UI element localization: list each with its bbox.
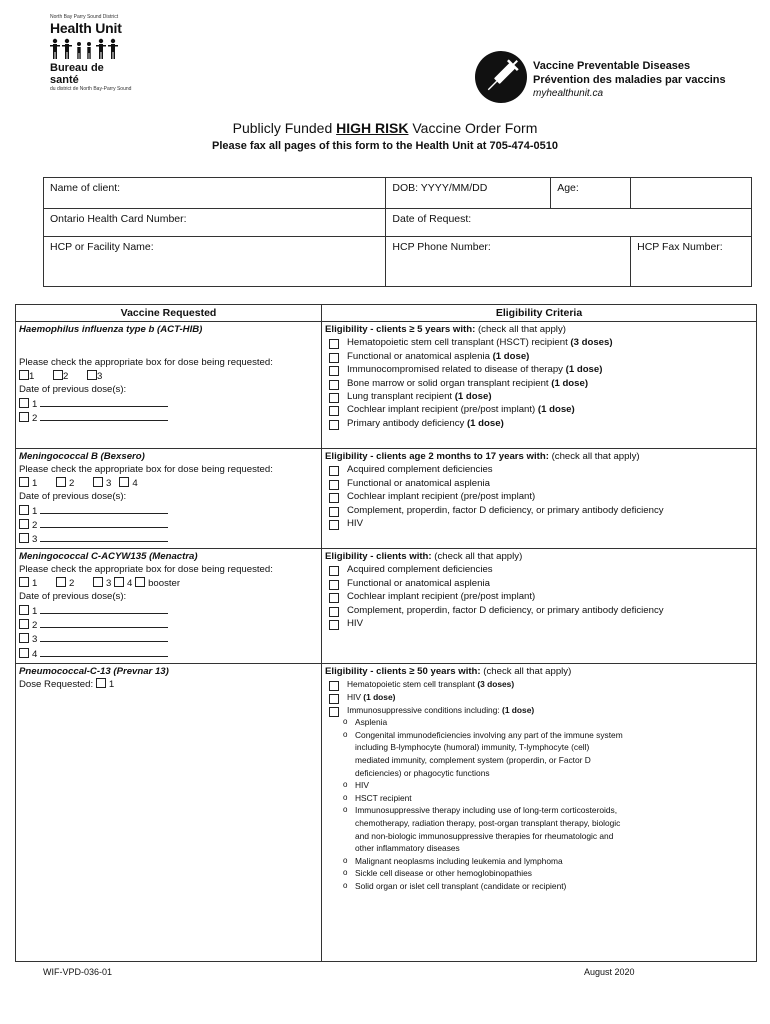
criteria-cell-pneu	[322, 664, 757, 962]
criterion-text: Cochlear implant recipient (pre/post implant)	[347, 404, 538, 416]
table-row	[16, 449, 757, 549]
criterion-dose: (1 dose)	[537, 404, 575, 416]
criterion	[325, 463, 753, 476]
eligibility-head: Eligibility - clients with:	[325, 551, 432, 562]
dose-label: 2	[69, 477, 75, 489]
dose-checkbox[interactable]	[96, 678, 106, 688]
dose-prompt: Please check the appropriate box for dose being requested:	[19, 357, 273, 369]
date-line[interactable]	[40, 618, 168, 628]
criterion-dose: (3 doses)	[570, 337, 613, 349]
dose-label: 1	[32, 477, 38, 489]
criterion-checkbox[interactable]	[329, 707, 339, 717]
criterion-text: Immunosuppressive conditions including:	[347, 704, 503, 715]
eligibility-heading	[325, 323, 753, 336]
criterion	[325, 590, 753, 603]
dob-field[interactable]: DOB: YYYY/MM/DD	[386, 178, 551, 209]
criterion-text: Hematopoietic stem cell transplant (HSCT) recipient	[347, 337, 571, 349]
date-line[interactable]	[40, 411, 168, 421]
criterion-text: Complement, properdin, factor D deficiency, or primary antibody deficiency	[347, 504, 664, 516]
fax-instruction: Please fax all pages of this form to the Health Unit at 705-474-0510	[211, 140, 558, 152]
table-row	[16, 664, 757, 962]
prev-dose-label: Date of previous dose(s):	[19, 491, 127, 503]
booster-checkbox[interactable]	[135, 577, 145, 587]
sub-criterion-continued: deficiencies) or phagocytic functions	[355, 767, 490, 778]
table-row	[16, 549, 757, 664]
criterion-dose: (1 dose)	[466, 417, 504, 429]
dose-options	[19, 477, 318, 490]
criterion-text: Primary antibody deficiency	[347, 417, 467, 429]
criterion	[325, 704, 753, 717]
criterion-checkbox[interactable]	[329, 339, 339, 349]
dose-label: 2	[63, 370, 69, 382]
logo-tagline-fr: du district de North Bay-Parry Sound	[50, 86, 132, 92]
sub-criterion-continued: and non-biologic immunosuppressive therapies for rheumatologic and	[355, 830, 614, 841]
prev-dose-number: 2	[32, 620, 38, 632]
table-row	[16, 322, 757, 449]
criterion-dose: (1 dose)	[363, 692, 396, 702]
program-name-fr: Prévention des maladies par vaccins	[533, 74, 726, 86]
criterion-checkbox[interactable]	[329, 366, 339, 376]
eligibility-note: (check all that apply)	[475, 324, 566, 335]
dose-label: 1	[108, 679, 115, 691]
hcp-phone-field[interactable]: HCP Phone Number:	[386, 237, 631, 287]
criteria-column-header: Eligibility Criteria	[322, 305, 757, 322]
criterion	[325, 678, 753, 691]
eligibility-heading	[325, 665, 753, 678]
logo-name-en: Health Unit	[50, 20, 122, 36]
criterion	[325, 504, 753, 517]
title-emphasis: HIGH RISK	[336, 120, 409, 136]
criterion-text: Cochlear implant recipient (pre/post implant)	[347, 591, 536, 603]
date-line[interactable]	[40, 518, 168, 528]
title-prefix: Publicly Funded	[232, 120, 337, 136]
criterion-dose: (1 dose)	[492, 350, 530, 362]
date-line[interactable]	[40, 647, 168, 657]
logo-name-fr: Bureau de santé	[50, 62, 104, 86]
date-line[interactable]	[40, 397, 168, 407]
criterion-checkbox[interactable]	[329, 466, 339, 476]
criterion-text: HIV	[347, 518, 363, 530]
prev-dose-number: 4	[32, 648, 38, 660]
syringe-icon	[475, 51, 527, 103]
sub-criterion-continued: other inflammatory diseases	[355, 843, 460, 854]
criterion	[325, 417, 753, 430]
criterion-checkbox[interactable]	[329, 681, 339, 691]
criterion-text: Lung transplant recipient	[347, 391, 455, 403]
date-line[interactable]	[40, 504, 168, 514]
title-suffix: Vaccine Order Form	[408, 120, 538, 136]
criterion	[325, 403, 753, 416]
logo-tagline: North Bay Parry Sound District	[50, 14, 119, 20]
form-title	[0, 120, 770, 136]
sub-criterion-continued: mediated immunity, complement system (properdin, or Factor D	[355, 754, 591, 765]
dose-checkbox[interactable]	[19, 577, 29, 587]
hcp-name-field[interactable]: HCP or Facility Name:	[44, 237, 386, 287]
dose-options	[19, 577, 318, 590]
prev-dose-number: 1	[32, 398, 38, 410]
dose-label: 4	[132, 477, 138, 489]
vaccine-cell-hib	[16, 322, 322, 449]
sub-criterion-continued: chemotherapy, radiation therapy, post-organ transplant therapy, biologic	[355, 817, 621, 828]
criterion-text: HIV	[347, 618, 363, 630]
prev-dose-checkbox[interactable]	[19, 398, 29, 408]
dose-checkbox[interactable]	[53, 370, 63, 380]
health-card-field[interactable]: Ontario Health Card Number:	[44, 209, 386, 237]
eligibility-note: (check all that apply)	[548, 451, 640, 462]
criterion	[325, 691, 753, 704]
eligibility-head: Eligibility - clients age 2 months to 17 years with:	[325, 451, 549, 462]
booster-label: booster	[148, 577, 181, 589]
criterion-dose: (1 dose)	[502, 704, 535, 715]
criterion-text: Hematopoietic stem cell transplant	[347, 679, 478, 690]
criterion-dose: (1 dose)	[565, 364, 603, 376]
criterion-text: Bone marrow or solid organ transplant recipient	[347, 377, 552, 389]
prev-dose-number: 3	[32, 634, 38, 646]
criterion-checkbox[interactable]	[329, 507, 339, 517]
prev-dose-checkbox[interactable]	[19, 619, 29, 629]
blank-cell	[631, 178, 752, 209]
eligibility-head: Eligibility - clients ≥ 5 years with:	[325, 324, 476, 335]
dose-checkbox[interactable]	[19, 477, 29, 487]
dose-requested	[19, 678, 318, 691]
dose-checkbox[interactable]	[87, 370, 97, 380]
dose-label: 3	[106, 477, 112, 489]
vaccine-name: Haemophilus influenza type b (ACT-HIB)	[19, 324, 203, 335]
criterion-checkbox[interactable]	[329, 353, 339, 363]
prev-dose-number: 1	[32, 505, 38, 517]
criterion-checkbox[interactable]	[329, 393, 339, 403]
health-unit-logo	[50, 14, 130, 92]
prev-dose-number: 3	[32, 534, 38, 546]
prev-dose-checkbox[interactable]	[19, 412, 29, 422]
criteria-cell-hib	[322, 322, 757, 449]
criterion-checkbox[interactable]	[329, 607, 339, 617]
sub-criterion: o HSCT recipient	[325, 792, 753, 805]
vaccine-table	[15, 304, 757, 962]
prev-dose-checkbox[interactable]	[19, 519, 29, 529]
criterion	[325, 363, 753, 376]
dose-checkbox[interactable]	[56, 577, 66, 587]
eligibility-heading	[325, 450, 753, 463]
criterion	[325, 517, 753, 530]
eligibility-note: (check all that apply)	[431, 551, 523, 562]
dose-prompt: Please check the appropriate box for dose being requested:	[19, 464, 273, 476]
criterion	[325, 577, 753, 590]
criteria-cell-menc	[322, 549, 757, 664]
criterion-dose: (3 doses)	[477, 679, 515, 690]
criterion-dose: (1 dose)	[551, 377, 589, 389]
criterion-checkbox[interactable]	[329, 593, 339, 603]
sub-criterion: o Congenital immunodeficiencies involving any part of the immune system	[325, 729, 753, 742]
vaccine-cell-menb	[16, 449, 322, 549]
criterion-checkbox[interactable]	[329, 480, 339, 490]
dose-checkbox[interactable]	[93, 477, 103, 487]
dose-checkbox[interactable]	[93, 577, 103, 587]
eligibility-heading	[325, 550, 753, 563]
criterion-text: Acquired complement deficiencies	[347, 564, 493, 576]
criterion-dose: (1 dose)	[454, 391, 492, 403]
date-line[interactable]	[40, 632, 168, 642]
criterion-text: Complement, properdin, factor D deficiency, or primary antibody deficiency	[347, 604, 664, 616]
program-name-en: Vaccine Preventable Diseases	[533, 60, 691, 72]
dose-checkbox[interactable]	[114, 577, 124, 587]
sub-criterion: o Asplenia	[325, 716, 753, 729]
dose-prompt: Please check the appropriate box for dose being requested:	[19, 564, 273, 576]
dose-label: 4	[127, 577, 133, 589]
form-code: WIF-VPD-036-01	[43, 967, 113, 977]
dose-label: 2	[69, 577, 75, 589]
dose-label: 1	[29, 370, 35, 382]
eligibility-note: (check all that apply)	[480, 666, 572, 677]
criterion	[325, 390, 753, 403]
prev-dose-checkbox[interactable]	[19, 633, 29, 643]
criterion	[325, 477, 753, 490]
criterion-checkbox[interactable]	[329, 493, 339, 503]
vaccine-column-header: Vaccine Requested	[16, 305, 322, 322]
date-line[interactable]	[40, 532, 168, 542]
hcp-fax-field[interactable]: HCP Fax Number:	[631, 237, 752, 287]
prev-dose-checkbox[interactable]	[19, 648, 29, 658]
criterion-text: Immunocompromised related to disease of therapy	[347, 364, 566, 376]
prev-dose-checkbox[interactable]	[19, 505, 29, 515]
website-link[interactable]: myhealthunit.ca	[533, 88, 604, 99]
criterion	[325, 604, 753, 617]
prev-dose-number: 2	[32, 520, 38, 532]
criterion-text: Functional or anatomical asplenia	[347, 477, 490, 489]
dose-label: 1	[32, 577, 38, 589]
criterion	[325, 336, 753, 349]
criterion-checkbox[interactable]	[329, 580, 339, 590]
prev-dose-number: 1	[32, 605, 38, 617]
prev-dose-checkbox[interactable]	[19, 605, 29, 615]
dose-requested-label: Dose Requested:	[19, 679, 94, 691]
criterion-text: Functional or anatomical asplenia	[347, 577, 490, 589]
criterion	[325, 350, 753, 363]
vaccine-name: Pneumococcal-C-13 (Prevnar 13)	[19, 666, 169, 677]
criterion-text: HIV	[347, 692, 364, 702]
criterion	[325, 563, 753, 576]
vaccine-name: Meningococcal B (Bexsero)	[19, 451, 145, 462]
dose-label: 3	[106, 577, 112, 589]
sub-criterion: o HIV	[325, 779, 753, 792]
criterion-checkbox[interactable]	[329, 566, 339, 576]
vaccine-cell-pneu	[16, 664, 322, 962]
dose-checkbox[interactable]	[56, 477, 66, 487]
criterion	[325, 490, 753, 503]
client-info-table	[43, 177, 752, 287]
criterion	[325, 377, 753, 390]
vaccine-name: Meningococcal C-ACYW135 (Menactra)	[19, 551, 198, 562]
criterion-checkbox[interactable]	[329, 620, 339, 630]
date-line[interactable]	[40, 604, 168, 614]
sub-criterion: o Solid organ or islet cell transplant (candidate or recipient)	[325, 880, 753, 893]
criterion-checkbox[interactable]	[329, 694, 339, 704]
dose-checkbox[interactable]	[119, 477, 129, 487]
criterion-checkbox[interactable]	[329, 380, 339, 390]
dose-options	[19, 370, 318, 383]
criteria-cell-menb	[322, 449, 757, 549]
dose-label: 3	[97, 370, 103, 382]
sub-criterion: o Malignant neoplasms including leukemia and lymphoma	[325, 855, 753, 868]
prev-dose-label: Date of previous dose(s):	[19, 591, 127, 603]
dose-checkbox[interactable]	[19, 370, 29, 380]
date-request-field[interactable]: Date of Request:	[386, 209, 752, 237]
criterion-text: Functional or anatomical asplenia	[347, 350, 493, 362]
vaccine-cell-menc	[16, 549, 322, 664]
prev-dose-label: Date of previous dose(s):	[19, 384, 127, 396]
criterion	[325, 617, 753, 630]
client-name-field[interactable]: Name of client:	[44, 178, 386, 209]
criterion-checkbox[interactable]	[329, 406, 339, 416]
eligibility-head: Eligibility - clients ≥ 50 years with:	[325, 666, 481, 677]
program-name	[533, 59, 726, 101]
sub-criterion-continued: including B-lymphocyte (humoral) immunity, T-lymphocyte (cell)	[355, 742, 590, 753]
form-date: August 2020	[584, 967, 635, 977]
age-field[interactable]: Age:	[551, 178, 631, 209]
sub-criterion: o Sickle cell disease or other hemoglobinopathies	[325, 867, 753, 880]
prev-dose-checkbox[interactable]	[19, 533, 29, 543]
criterion-checkbox[interactable]	[329, 520, 339, 530]
criterion-text: Acquired complement deficiencies	[347, 464, 493, 476]
criterion-checkbox[interactable]	[329, 420, 339, 430]
people-icon	[50, 38, 118, 60]
sub-criterion: o Immunosuppressive therapy including use of long-term corticosteroids,	[325, 804, 753, 817]
criterion-text: Cochlear implant recipient (pre/post implant)	[347, 491, 536, 503]
prev-dose-number: 2	[32, 413, 38, 425]
